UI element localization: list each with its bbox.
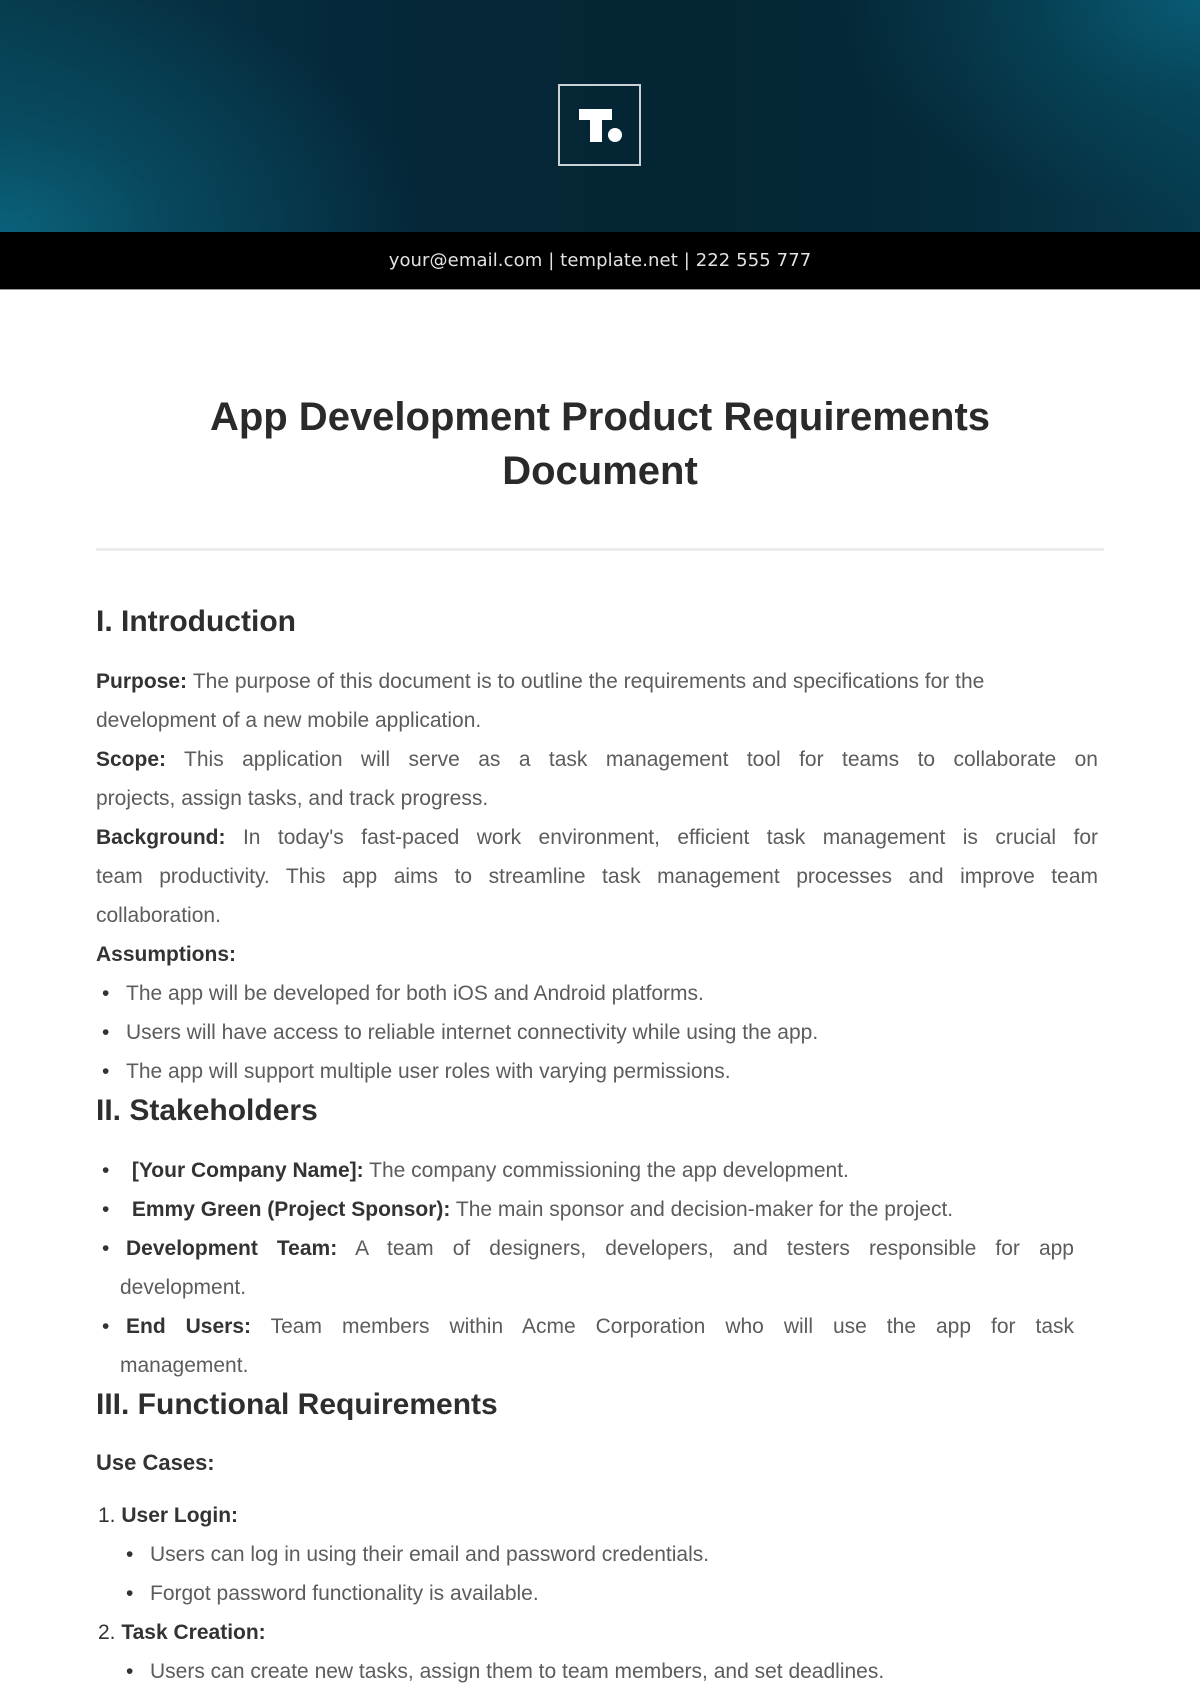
- purpose-line-2: development of a new mobile application.: [96, 709, 482, 732]
- title-line-1: App Development Product Requirements: [209, 395, 991, 439]
- title-divider: [96, 548, 1104, 551]
- background-line-1: Background: In today's fast-paced work environment, efficient task management is crucial for: [96, 826, 1099, 849]
- use-case-title: 2. Task Creation:: [98, 1621, 266, 1644]
- stakeholder-item: • Development Team: A team of designers, developers, and testers responsible for app: [96, 1229, 1074, 1268]
- scope-line-1: Scope: This application will serve as a task management tool for teams to collaborate on: [96, 748, 1098, 771]
- use-cases-label: Use Cases:: [96, 1450, 215, 1475]
- logo: [558, 84, 641, 166]
- background-line-2: team productivity. This app aims to streamline task management processes and improve team: [96, 865, 1098, 888]
- header-banner: [0, 0, 1200, 232]
- section-heading-functional: III. Functional Requirements: [96, 1388, 498, 1421]
- use-case-point: • Users can create new tasks, assign them to team members, and set deadlines.: [120, 1652, 884, 1691]
- use-case-title: 1. User Login:: [98, 1504, 239, 1527]
- page-title: [96, 390, 1104, 498]
- stakeholder-item: • Emmy Green (Project Sponsor): The main sponsor and decision-maker for the project.: [96, 1190, 953, 1229]
- stakeholder-item-continuation: management.: [120, 1354, 249, 1377]
- stakeholder-item-continuation: development.: [120, 1276, 247, 1299]
- purpose-line-1: Purpose: The purpose of this document is to outline the requirements and specifications for the: [96, 670, 985, 693]
- assumptions-label: Assumptions:: [96, 943, 237, 966]
- use-case-point: • Users can log in using their email and password credentials.: [120, 1535, 709, 1574]
- stakeholder-item: • End Users: Team members within Acme Corporation who will use the app for task: [96, 1307, 1074, 1346]
- stakeholder-item: • [Your Company Name]: The company commissioning the app development.: [96, 1151, 849, 1190]
- contact-info: your@email.com | template.net | 222 555 777: [388, 250, 812, 271]
- background-line-3: collaboration.: [96, 904, 221, 927]
- document-body: [96, 390, 1099, 1683]
- use-case-point: • Forgot password functionality is available.: [120, 1574, 539, 1613]
- contact-bar: [0, 232, 1200, 290]
- section-heading-introduction: I. Introduction: [96, 605, 296, 638]
- title-line-2: Document: [502, 449, 698, 493]
- assumption-item: • Users will have access to reliable internet connectivity while using the app.: [96, 1013, 818, 1052]
- assumption-item: • The app will be developed for both iOS and Android platforms.: [96, 974, 704, 1013]
- section-heading-stakeholders: II. Stakeholders: [96, 1094, 318, 1127]
- assumption-item: • The app will support multiple user roles with varying permissions.: [96, 1052, 731, 1091]
- scope-line-2: projects, assign tasks, and track progress.: [96, 787, 489, 810]
